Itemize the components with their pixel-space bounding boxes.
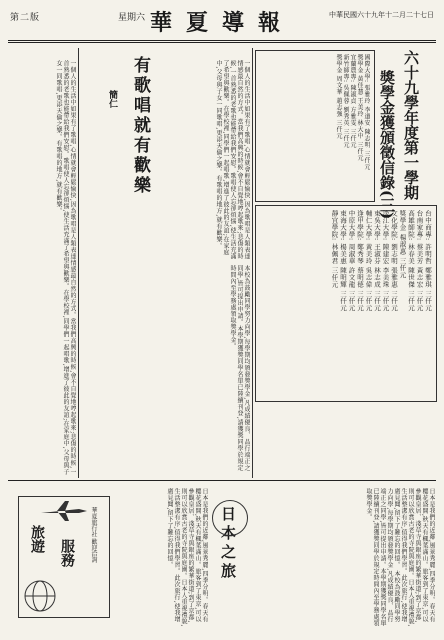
awards-col2-item: 東吳大學: 王淑芬 林志成 三仟元 xyxy=(373,210,381,312)
article2-title: 日本之旅 xyxy=(219,506,237,582)
awards-col2-item: 輔仁大學: 黃美玲 吳志偉 三仟元 xyxy=(364,210,373,312)
article3-text-cont: 本校為鼓勵同學努力向學,每學期均頒發獎學金,凡成績優良、品行端正之同學,皆可提出申請。本學期獲獎同學名單已陸續刊登,請獲獎同學於規定時間內至學務處領取獎學金。 xyxy=(365,488,400,627)
awards-list-1 xyxy=(258,54,370,196)
awards-col1-item: 台中商專: 許明哲 鄭雅琪 三仟元 xyxy=(424,210,432,312)
awards-col1-item: 獎學金 黃佳慧 王美玲 林大中 三仟元 xyxy=(356,54,363,162)
article1-body-left xyxy=(12,60,76,480)
article2-body-right xyxy=(250,488,435,628)
awards-col2-item: 東海大學: 楊美惠 陳明輝 三仟元 xyxy=(339,210,347,312)
globe-icon xyxy=(23,579,57,613)
article1-title: 有歌唱就有歡樂 xyxy=(130,56,150,196)
article3-body xyxy=(80,265,250,475)
ad-line2: 服務 xyxy=(59,539,75,567)
awards-col1-item: 高雄師院: 林春美 陳世傑 三仟元 xyxy=(407,210,415,312)
awards-col2-item: 逢甲學院: 鄭秀琴 蔡明德 三仟元 xyxy=(356,210,364,312)
awards-col2-item: 淡江大學: 陳建宏 李美珠 三仟元 xyxy=(381,210,390,312)
awards-col1-item: 獎學金 楊淑惠 三仟元 xyxy=(398,210,407,279)
awards-col1-item: 新竹師專: 吳佩蓉 劉秀英 三仟元 xyxy=(342,54,349,149)
column-divider xyxy=(78,48,79,478)
ad-contact: 華夏旅行社 歡迎洽詢 xyxy=(90,507,97,563)
awards-col1-item: 台南家專: 蔡美芳 黃志宏 三仟元 xyxy=(415,210,424,312)
column-divider xyxy=(252,48,253,478)
article1-body: 一個人的生活中如果有了歌唱,心情就會輕鬆愉快,因為歌唱是人類表達情感最自然的方式。當我們高興的時候,會不自覺地哼起歌來;悲傷的時候,一首熟悉的老歌也能帶給我們安慰。歌唱使人忘卻煩惱,使生活充滿了希望與歡樂。在學校裡,同學們一起唱歌,增進了彼此的友誼;在家庭中,父母與子女一同歌唱,更添天倫之樂。有歌唱的地方,就有歡樂。 xyxy=(215,60,250,260)
paper-title: 華夏導報 xyxy=(150,10,295,36)
issue-date: 中華民國六十九年十二月二十七日 xyxy=(329,11,434,19)
article2-body-left xyxy=(112,488,208,628)
article2-text-cont: 日本是我們的近鄰,風景秀麗,四季分明。春天有櫻花盛開,秋天有楓葉滿山。旅客到了東京,可以參觀皇居、淺草寺與銀座的繁華街道;到了京都,則可以欣賞古老的寺院與庭園。日本人重視禮貌,生活整潔有序,值得我們學習。此次旅行,使我增廣見聞,留下了難忘的回憶。 xyxy=(393,488,435,627)
awards-title-line2: 獎學金獲頒徵信錄(三) xyxy=(378,70,396,220)
airplane-icon xyxy=(39,499,89,523)
page-number: 第二版 xyxy=(10,13,41,23)
article2-text: 日本是我們的近鄰,風景秀麗,四季分明。春天有櫻花盛開,秋天有楓葉滿山。旅客到了東京,可以參觀皇居、淺草寺與銀座的繁華街道;到了京都,則可以欣賞古老的寺院與庭園。日本人重視禮貌,生活整潔有序,值得我們學習。此次旅行,使我增廣見聞,留下了難忘的回憶。 xyxy=(166,488,208,627)
weekday: 星期六 xyxy=(118,13,146,23)
article1-body-right xyxy=(80,60,250,260)
awards-col1-item: 國際大學: 張雅玲 李道安 陳志明 三仟元 xyxy=(363,54,370,171)
masthead xyxy=(0,0,444,44)
awards-col1-item: 獎學金 周文華 趙志強 三仟元 xyxy=(335,54,342,140)
article1-body-cont: 一個人的生活中如果有了歌唱,心情就會輕鬆愉快,因為歌唱是人類表達情感最自然的方式。當我們高興的時候,會不自覺地哼起歌來;悲傷的時候,一首熟悉的老歌也能帶給我們安慰。歌唱使人忘卻煩惱,使生活充滿了希望與歡樂。在學校裡,同學們一起唱歌,增進了彼此的友誼;在家庭中,父母與子女一同歌唱,更添天倫之樂。有歌唱的地方,就有歡樂。 xyxy=(55,60,76,476)
awards-col2-item: 文化學院: 劉志明 張雅惠 三仟元 xyxy=(390,210,398,312)
travel-ad xyxy=(18,496,110,618)
ad-line1: 旅遊 xyxy=(29,525,45,553)
title-ornament xyxy=(212,500,248,536)
section-rule xyxy=(8,480,436,481)
article1-author: 簡仁 xyxy=(107,90,117,108)
awards-list-2 xyxy=(258,210,432,396)
header-rule-2 xyxy=(8,42,436,43)
header-rule xyxy=(8,40,436,41)
awards-title-line1: 六十九學年度第一學期 xyxy=(402,50,420,200)
awards-col2-item: 中原大學: 周淑華 許文龍 三仟元 xyxy=(347,210,356,312)
awards-col1-item: 宜蘭農專: 陳淑貞 方雅雯 三仟元 xyxy=(349,54,356,149)
awards-col2-item: 靜宜學院: 林佩君 三仟元 xyxy=(330,210,339,288)
article3-text: 本校為鼓勵同學努力向學,每學期均頒發獎學金,凡成績優良、品行端正之同學,皆可提出申請。本學期獲獎同學名單已陸續刊登,請獲獎同學於規定時間內至學務處領取獎學金。 xyxy=(229,265,250,472)
